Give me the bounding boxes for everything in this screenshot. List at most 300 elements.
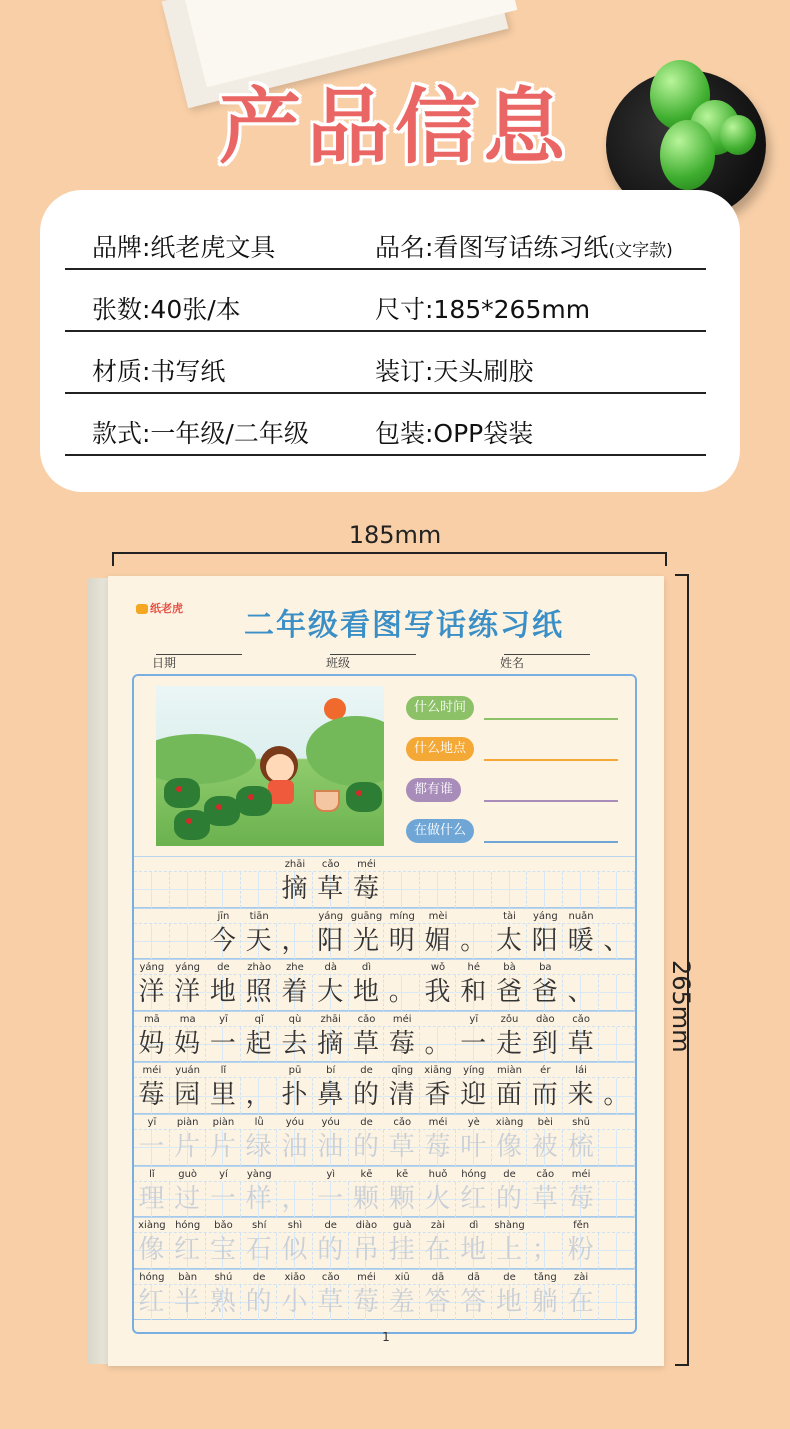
- pinyin-cell: tǎng: [533, 1271, 557, 1283]
- character-cell: 绿: [241, 1130, 277, 1166]
- pinyin-cell: yè: [467, 1116, 480, 1128]
- character-cell: 、: [599, 924, 635, 960]
- answer-line: [484, 841, 618, 843]
- character-cell: 迎: [456, 1078, 492, 1114]
- character-line: [134, 1285, 635, 1321]
- pinyin-cell: [563, 857, 599, 871]
- character-cell: 扑: [277, 1078, 313, 1114]
- pinyin-cell: méi: [428, 1116, 448, 1128]
- character-cell: 。: [599, 1078, 635, 1114]
- character-cell: 一: [206, 1182, 242, 1218]
- class-label: 班级: [326, 656, 351, 670]
- pinyin-cell: zài: [430, 1220, 446, 1232]
- character-cell: ，: [277, 1182, 313, 1218]
- question-doing: [406, 819, 626, 845]
- question-tag: 什么地点: [406, 737, 474, 761]
- character-line: [134, 1233, 635, 1269]
- character-cell: 我: [420, 975, 456, 1011]
- pinyin-cell: lǐ: [220, 1065, 227, 1077]
- spec-product-name-suffix: (文字款): [608, 241, 673, 261]
- name-blank: [504, 654, 590, 655]
- pinyin-cell: méi: [571, 1168, 591, 1180]
- question-time: [406, 696, 626, 722]
- pinyin-cell: zhe: [286, 962, 304, 974]
- pinyin-cell: cǎo: [393, 1116, 412, 1128]
- pinyin-cell: bà: [503, 962, 516, 974]
- pinyin-line: [134, 1269, 635, 1285]
- spec-size: 尺寸:185*265mm: [375, 295, 591, 324]
- pinyin-cell: [527, 857, 563, 871]
- pinyin-cell: yuán: [175, 1065, 201, 1077]
- character-cell: [599, 1027, 635, 1063]
- character-cell: 羞: [384, 1285, 420, 1321]
- pinyin-cell: bǎo: [214, 1220, 233, 1232]
- character-cell: 红: [170, 1233, 206, 1269]
- pinyin-cell: cǎo: [321, 859, 340, 870]
- writing-grid: [134, 856, 635, 1320]
- character-cell: 摘: [277, 872, 313, 908]
- pinyin-cell: [599, 857, 635, 871]
- character-cell: 摘: [313, 1027, 349, 1063]
- character-cell: 颗: [384, 1182, 420, 1218]
- character-cell: 大: [313, 975, 349, 1011]
- character-cell: 半: [170, 1285, 206, 1321]
- character-cell: 太: [492, 924, 528, 960]
- pinyin-line: [134, 1166, 635, 1182]
- pinyin-cell: [599, 1012, 635, 1026]
- pinyin-cell: cǎo: [536, 1168, 555, 1180]
- pinyin-cell: miàn: [497, 1065, 523, 1077]
- pinyin-cell: [384, 960, 420, 974]
- pinyin-cell: yí: [219, 1168, 228, 1180]
- pinyin-cell: de: [252, 1271, 266, 1283]
- character-cell: [599, 975, 635, 1011]
- page-title: 产品信息: [218, 80, 571, 175]
- character-cell: [241, 872, 277, 908]
- character-cell: [420, 872, 456, 908]
- character-cell: ，: [241, 1078, 277, 1114]
- character-line: [134, 1130, 635, 1166]
- character-line: [134, 872, 635, 908]
- character-cell: 。: [456, 924, 492, 960]
- pinyin-cell: nuǎn: [568, 910, 594, 922]
- spec-row: [65, 394, 706, 456]
- pinyin-cell: dā: [431, 1271, 445, 1283]
- page-number: 1: [382, 1330, 390, 1344]
- pinyin-line: [134, 908, 635, 924]
- pinyin-cell: shì: [287, 1220, 303, 1232]
- pinyin-line: [134, 1114, 635, 1130]
- character-cell: 媚: [420, 924, 456, 960]
- character-cell: 面: [492, 1078, 528, 1114]
- basket-icon: [314, 790, 340, 812]
- pinyin-cell: yíng: [463, 1065, 485, 1077]
- character-line: [134, 1182, 635, 1218]
- pinyin-cell: ér: [540, 1065, 551, 1077]
- pinyin-cell: [241, 857, 277, 871]
- character-line: [134, 975, 635, 1011]
- pinyin-cell: [241, 1063, 277, 1077]
- pinyin-cell: [599, 1063, 635, 1077]
- pinyin-cell: huǒ: [428, 1168, 448, 1180]
- pinyin-cell: shí: [252, 1220, 267, 1232]
- strawberry-dot: [186, 818, 192, 824]
- character-cell: [134, 924, 170, 960]
- character-cell: 莓: [563, 1182, 599, 1218]
- pinyin-cell: [170, 909, 206, 923]
- pinyin-cell: xiàng: [495, 1116, 524, 1128]
- character-cell: 熟: [206, 1285, 242, 1321]
- pinyin-cell: yì: [326, 1168, 336, 1180]
- character-cell: 妈: [170, 1027, 206, 1063]
- character-cell: ；: [527, 1233, 563, 1269]
- character-cell: 答: [456, 1285, 492, 1321]
- character-cell: 地: [206, 975, 242, 1011]
- pinyin-cell: dà: [324, 962, 337, 974]
- character-cell: [599, 1182, 635, 1218]
- pinyin-cell: ba: [539, 962, 552, 974]
- strawberry-dot: [176, 786, 182, 792]
- pinyin-cell: jīn: [217, 910, 230, 922]
- writing-panel: [132, 674, 637, 1334]
- pinyin-cell: dì: [469, 1220, 479, 1232]
- pinyin-cell: yī: [147, 1116, 157, 1128]
- pinyin-cell: xiāng: [424, 1065, 452, 1077]
- character-cell: 被: [527, 1130, 563, 1166]
- pinyin-cell: de: [324, 1220, 337, 1232]
- pinyin-cell: mèi: [428, 910, 448, 922]
- character-cell: 天: [241, 924, 277, 960]
- pinyin-cell: piàn: [176, 1116, 199, 1128]
- spec-brand: 品牌:纸老虎文具: [92, 233, 276, 262]
- character-cell: 明: [384, 924, 420, 960]
- answer-line: [484, 718, 618, 720]
- character-cell: 。: [384, 975, 420, 1011]
- character-cell: 爸: [492, 975, 528, 1011]
- pinyin-cell: méi: [142, 1065, 162, 1077]
- pinyin-cell: dì: [361, 962, 372, 974]
- pinyin-cell: [599, 1167, 635, 1181]
- pinyin-cell: [277, 909, 313, 923]
- pinyin-line: [134, 959, 635, 975]
- pinyin-cell: lái: [575, 1065, 587, 1077]
- question-place: [406, 737, 626, 763]
- spec-binding: 装订:天头刷胶: [375, 357, 534, 386]
- spec-style: 款式:一年级/二年级: [92, 419, 309, 448]
- pinyin-cell: lǜ: [254, 1116, 264, 1128]
- character-cell: 清: [384, 1078, 420, 1114]
- character-cell: 似: [277, 1233, 313, 1269]
- pinyin-cell: qīng: [391, 1065, 414, 1077]
- strawberry-dot: [216, 804, 222, 810]
- character-cell: 的: [349, 1130, 385, 1166]
- grid-row: [134, 1011, 635, 1063]
- strawberry-dot: [356, 790, 362, 796]
- character-cell: 着: [277, 975, 313, 1011]
- character-cell: 一: [313, 1182, 349, 1218]
- pinyin-cell: [420, 1012, 456, 1026]
- character-cell: [599, 1233, 635, 1269]
- spec-row: [65, 332, 706, 394]
- pinyin-cell: shàng: [494, 1220, 525, 1232]
- character-cell: 光: [349, 924, 385, 960]
- character-cell: 油: [313, 1130, 349, 1166]
- character-cell: 爸: [527, 975, 563, 1011]
- character-cell: 阳: [527, 924, 563, 960]
- girl-face: [266, 754, 294, 782]
- strawberry-dot: [248, 794, 254, 800]
- character-cell: 过: [170, 1182, 206, 1218]
- pinyin-cell: [599, 1218, 635, 1232]
- character-cell: 梳: [563, 1130, 599, 1166]
- spec-product-name: [375, 228, 673, 264]
- character-cell: [134, 872, 170, 908]
- character-cell: 的: [349, 1078, 385, 1114]
- pinyin-cell: méi: [357, 859, 376, 870]
- question-tag: 都有谁: [406, 778, 461, 802]
- pinyin-cell: yóu: [321, 1116, 340, 1128]
- character-cell: 走: [492, 1027, 528, 1063]
- character-cell: [170, 924, 206, 960]
- pinyin-cell: qǐ: [254, 1013, 264, 1025]
- character-cell: [456, 872, 492, 908]
- character-line: [134, 1078, 635, 1114]
- pinyin-cell: de: [503, 1168, 516, 1180]
- grid-row: [134, 1114, 635, 1166]
- character-cell: 草: [384, 1130, 420, 1166]
- character-cell: 片: [206, 1130, 242, 1166]
- character-cell: 的: [492, 1182, 528, 1218]
- character-cell: 小: [277, 1285, 313, 1321]
- pinyin-cell: yáng: [175, 962, 201, 974]
- character-cell: 草: [313, 1285, 349, 1321]
- pinyin-cell: yàng: [246, 1168, 272, 1180]
- pinyin-cell: mā: [143, 1013, 160, 1025]
- pinyin-cell: zhāi: [320, 1013, 341, 1025]
- class-blank: [330, 654, 416, 655]
- grid-row: [134, 1269, 635, 1321]
- pinyin-cell: yī: [469, 1013, 479, 1025]
- pinyin-cell: [277, 1167, 313, 1181]
- character-cell: 去: [277, 1027, 313, 1063]
- character-cell: 照: [241, 975, 277, 1011]
- character-cell: 一: [456, 1027, 492, 1063]
- grid-row: [134, 856, 635, 908]
- pinyin-cell: zǒu: [500, 1013, 519, 1025]
- spec-row: [65, 270, 706, 332]
- character-cell: 而: [527, 1078, 563, 1114]
- pinyin-cell: diào: [355, 1220, 378, 1232]
- width-dimension-bracket: [112, 552, 667, 566]
- character-cell: 莓: [384, 1027, 420, 1063]
- pinyin-cell: yáng: [139, 962, 165, 974]
- pinyin-cell: [384, 857, 420, 871]
- pinyin-cell: méi: [392, 1013, 412, 1025]
- character-cell: 今: [206, 924, 242, 960]
- pinyin-cell: yáng: [318, 910, 344, 922]
- pinyin-line: [134, 1011, 635, 1027]
- strawberry-bush: [346, 782, 382, 812]
- pinyin-cell: bèi: [537, 1116, 553, 1128]
- character-cell: 像: [134, 1233, 170, 1269]
- pinyin-cell: shū: [572, 1116, 591, 1128]
- character-cell: [384, 872, 420, 908]
- character-cell: 挂: [384, 1233, 420, 1269]
- character-cell: 地: [349, 975, 385, 1011]
- tree-shape: [306, 716, 384, 786]
- pinyin-cell: de: [360, 1116, 373, 1128]
- pinyin-line: [134, 856, 635, 872]
- spec-packaging: 包装:OPP袋装: [375, 419, 534, 448]
- character-cell: 莓: [134, 1078, 170, 1114]
- pinyin-cell: [456, 909, 492, 923]
- pinyin-cell: [420, 857, 456, 871]
- character-cell: 阳: [313, 924, 349, 960]
- character-cell: 莓: [420, 1130, 456, 1166]
- character-cell: 宝: [206, 1233, 242, 1269]
- pinyin-line: [134, 1062, 635, 1078]
- pinyin-cell: de: [360, 1065, 373, 1077]
- pinyin-cell: cǎo: [572, 1013, 590, 1025]
- strawberry-bush: [236, 786, 272, 816]
- pinyin-cell: [456, 857, 492, 871]
- character-cell: [206, 872, 242, 908]
- pinyin-cell: lǐ: [149, 1168, 155, 1180]
- character-cell: [527, 872, 563, 908]
- pinyin-cell: de: [217, 962, 230, 974]
- strawberry-bush: [164, 778, 200, 808]
- pinyin-cell: yáng: [532, 910, 558, 922]
- pinyin-cell: [206, 857, 242, 871]
- character-cell: 草: [349, 1027, 385, 1063]
- character-cell: 粉: [563, 1233, 599, 1269]
- character-cell: 石: [241, 1233, 277, 1269]
- character-cell: 地: [492, 1285, 528, 1321]
- pinyin-cell: zài: [573, 1271, 589, 1283]
- character-cell: 一: [206, 1027, 242, 1063]
- pinyin-cell: shú: [214, 1271, 233, 1283]
- character-cell: 油: [277, 1130, 313, 1166]
- pinyin-cell: cǎo: [357, 1013, 376, 1025]
- character-cell: 在: [563, 1285, 599, 1321]
- character-cell: 火: [420, 1182, 456, 1218]
- pinyin-cell: tiān: [249, 910, 269, 922]
- character-cell: 香: [420, 1078, 456, 1114]
- character-cell: 莓: [349, 1285, 385, 1321]
- character-cell: 颗: [349, 1182, 385, 1218]
- character-line: [134, 1027, 635, 1063]
- character-cell: [563, 872, 599, 908]
- character-cell: 暖: [563, 924, 599, 960]
- character-cell: [599, 1130, 635, 1166]
- pinyin-cell: piàn: [212, 1116, 235, 1128]
- character-cell: 在: [420, 1233, 456, 1269]
- character-cell: ，: [277, 924, 313, 960]
- pinyin-cell: hé: [467, 962, 481, 974]
- pinyin-cell: xiàng: [138, 1220, 166, 1232]
- character-cell: 像: [492, 1130, 528, 1166]
- character-line: [134, 924, 635, 960]
- width-dimension-label: 185mm: [348, 521, 442, 549]
- character-cell: 一: [134, 1130, 170, 1166]
- character-cell: 草: [527, 1182, 563, 1218]
- pinyin-cell: zhāi: [284, 859, 306, 870]
- pinyin-cell: pū: [288, 1065, 302, 1077]
- character-cell: 红: [134, 1285, 170, 1321]
- pinyin-cell: yī: [219, 1013, 228, 1025]
- pinyin-line: [134, 1217, 635, 1233]
- pinyin-cell: hóng: [139, 1271, 165, 1283]
- spec-sheet-count: 张数:40张/本: [92, 295, 241, 324]
- answer-line: [484, 800, 618, 802]
- pinyin-cell: hóng: [175, 1220, 201, 1232]
- character-cell: 草: [563, 1027, 599, 1063]
- strawberry-picking-illustration: [156, 686, 384, 846]
- pinyin-cell: [599, 1270, 635, 1284]
- character-cell: 答: [420, 1285, 456, 1321]
- date-label: 日期: [152, 656, 177, 670]
- character-cell: 的: [241, 1285, 277, 1321]
- date-blank: [156, 654, 242, 655]
- name-label: 姓名: [500, 656, 525, 670]
- grid-row: [134, 908, 635, 960]
- product-info-card: [40, 190, 740, 492]
- character-cell: 妈: [134, 1027, 170, 1063]
- pinyin-cell: [134, 909, 170, 923]
- character-cell: 吊: [349, 1233, 385, 1269]
- pinyin-cell: dào: [536, 1013, 555, 1025]
- pinyin-cell: xiū: [394, 1271, 410, 1283]
- practice-sheet: [108, 576, 664, 1366]
- brand-logo-text: 纸老虎: [150, 602, 183, 615]
- answer-line: [484, 759, 618, 761]
- pinyin-cell: fěn: [573, 1220, 590, 1232]
- character-cell: 起: [241, 1027, 277, 1063]
- pinyin-cell: [134, 857, 170, 871]
- character-cell: 洋: [170, 975, 206, 1011]
- character-cell: 地: [456, 1233, 492, 1269]
- pinyin-cell: míng: [389, 910, 415, 922]
- character-cell: 。: [420, 1027, 456, 1063]
- pinyin-cell: kē: [360, 1168, 373, 1180]
- pinyin-cell: cǎo: [321, 1271, 340, 1283]
- pinyin-cell: guà: [392, 1220, 412, 1232]
- character-cell: 洋: [134, 975, 170, 1011]
- pinyin-cell: hóng: [461, 1168, 487, 1180]
- pinyin-cell: yóu: [285, 1116, 305, 1128]
- pinyin-cell: kē: [396, 1168, 409, 1180]
- sheet-title: 二年级看图写话练习纸: [244, 608, 564, 643]
- question-tag: 在做什么: [406, 819, 474, 843]
- pinyin-cell: ma: [179, 1013, 196, 1025]
- character-cell: 鼻: [313, 1078, 349, 1114]
- character-cell: 和: [456, 975, 492, 1011]
- character-cell: 躺: [527, 1285, 563, 1321]
- character-cell: 、: [563, 975, 599, 1011]
- pinyin-cell: [527, 1218, 563, 1232]
- pinyin-cell: guò: [178, 1168, 198, 1180]
- pinyin-cell: tài: [503, 910, 516, 922]
- character-cell: 上: [492, 1233, 528, 1269]
- pinyin-cell: bí: [326, 1065, 336, 1077]
- question-who: [406, 778, 626, 804]
- character-cell: 草: [313, 872, 349, 908]
- tree-shape: [156, 734, 256, 784]
- character-cell: 片: [170, 1130, 206, 1166]
- question-tag: 什么时间: [406, 696, 474, 720]
- strawberry-bush: [174, 810, 210, 840]
- pinyin-cell: qù: [288, 1013, 302, 1025]
